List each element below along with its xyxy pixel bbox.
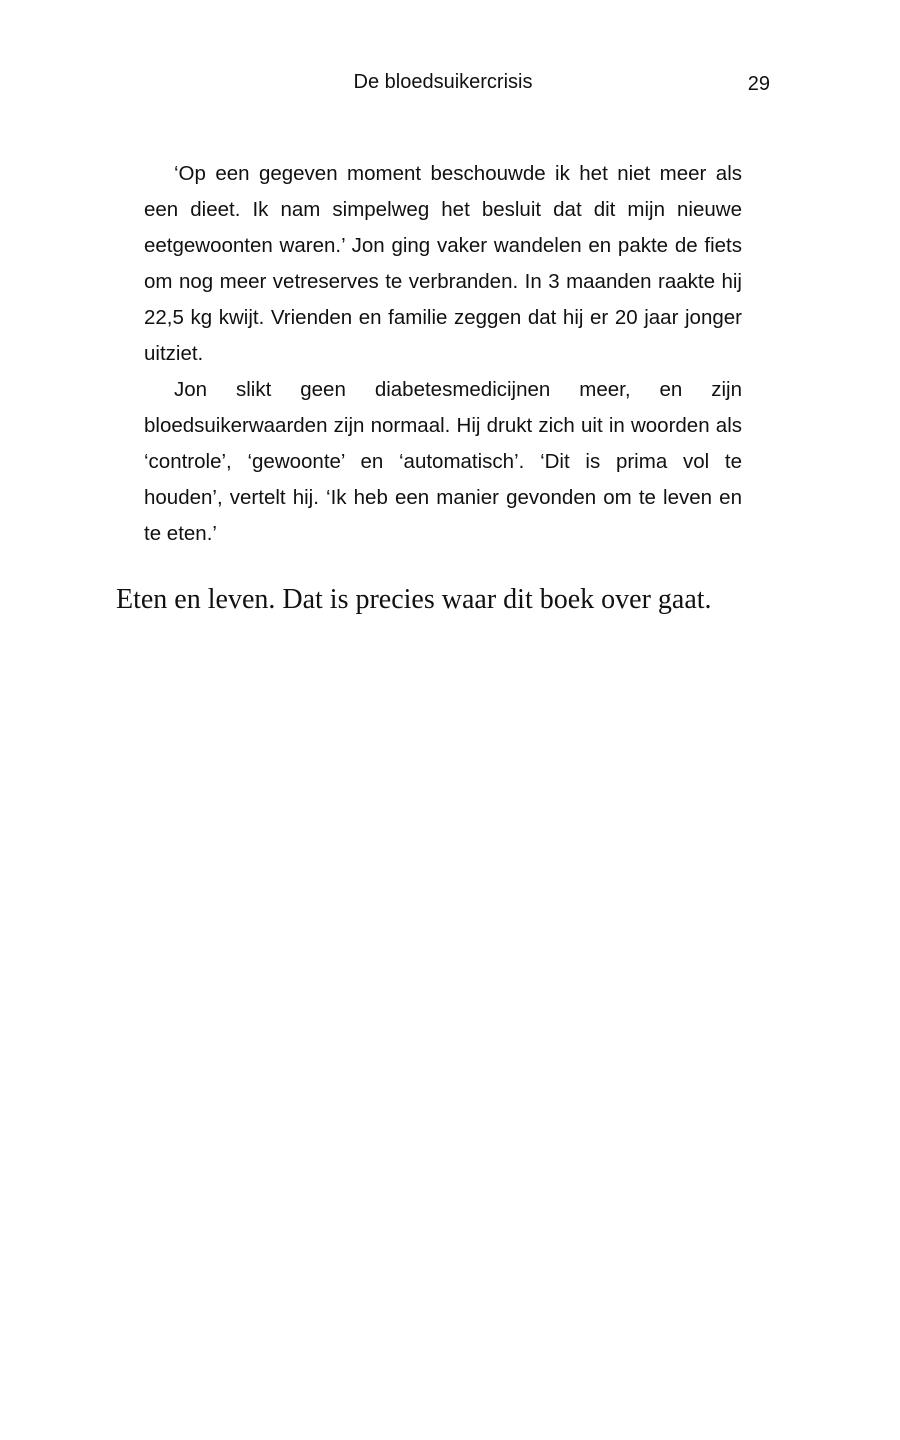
- closing-sentence: Eten en leven. Dat is precies waar dit boek over gaat.: [116, 584, 712, 615]
- running-head: [0, 68, 900, 96]
- page-number: 29: [747, 73, 770, 95]
- running-title: De bloedsuikercrisis: [353, 71, 533, 93]
- quote-block: [144, 156, 742, 552]
- quote-paragraph-2: Jon slikt geen diabetesmedicijnen meer, en zijn bloedsuikerwaarden zijn normaal. Hij drukt zich uit in woorden als ‘controle’, ‘gewoonte’ en ‘automatisch’. ‘Dit is prima vol te houden’, vertelt hij. ‘Ik heb een manier gevonden om te leven en te eten.’: [144, 378, 742, 545]
- quote-paragraph-1: ‘Op een gegeven moment beschouwde ik het niet meer als een dieet. Ik nam simpelweg het besluit dat dit mijn nieuwe eetgewoonten waren.’ Jon ging vaker wandelen en pakte de fiets om nog meer vetreserves te verbranden. In 3 maanden raakte hij 22,5 kg kwijt. Vrienden en familie zeggen dat hij er 20 jaar jonger uitziet.: [144, 162, 742, 365]
